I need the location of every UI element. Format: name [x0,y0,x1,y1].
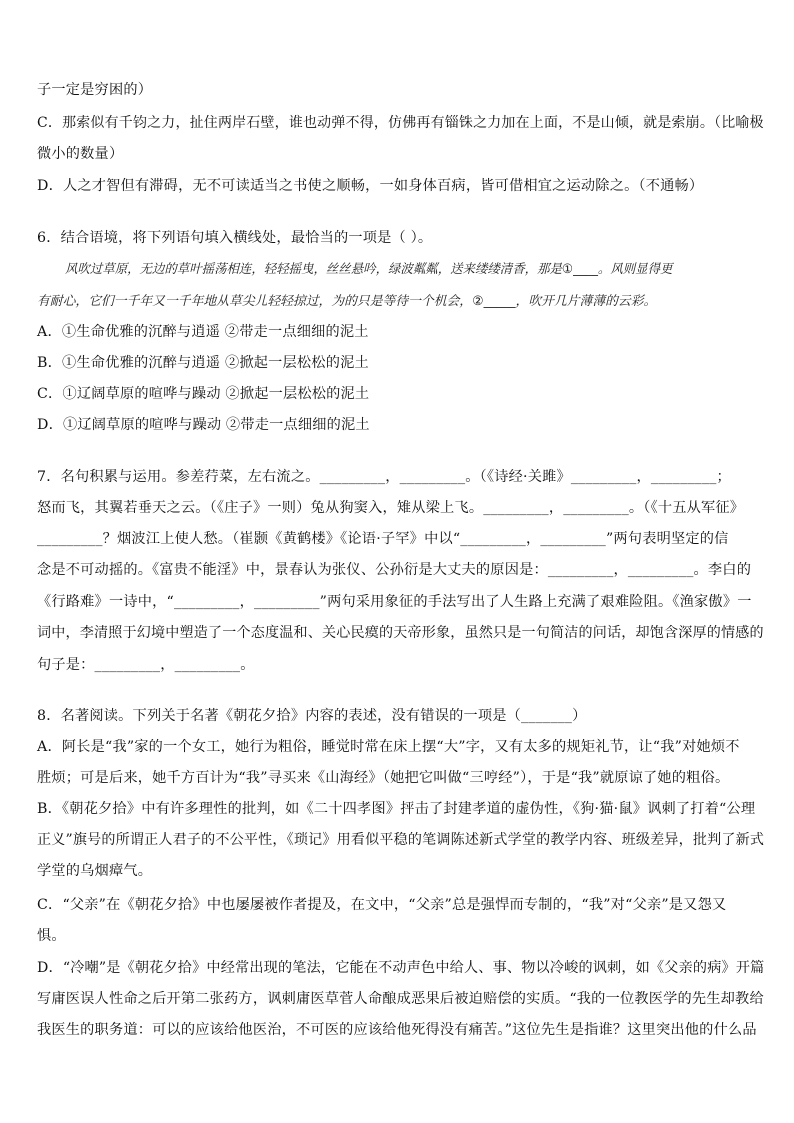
question-8-option-a-line-2: 胜烦；可是后来，她千方百计为“我”寻买来《山海经》（她把它叫做“三哼经”），于是“我”就原谅了她的粗俗。 [37,770,730,786]
question-7-line-1: 7．名句积累与运用。参差荇菜，左右流之。_________，_________。（《诗经·关雎》_________，_________； [37,469,731,485]
question-7-line-3: _________？烟波江上使人愁。（崔颢《黄鹤楼》《论语·子罕》中以“_________，_________”两句表明坚定的信 [37,531,729,547]
text-line-q5-b-end: 子一定是穷困的） [37,82,153,98]
question-7-line-6: 词中，李清照于幻境中塑造了一个态度温和、关心民瘼的天帝形象，虽然只是一句简洁的问话，却饱含深厚的情感的 [37,625,764,641]
question-8-option-d-line-3: 我医生的职务道：可以的应该给他医治，不可医的应该给他死得没有痛苦。”这位先生是指谁？这里突出他的什么品 [37,1022,757,1038]
question-6-passage-line-1: 风吹过草原，无边的草叶摇荡相连，轻轻摇曳，丝丝悬吟，绿波粼粼，送来缕缕清香，那是①____。风则显得更 [65,262,673,277]
question-8-option-a-line-1: A．阿长是“我”家的一个女工，她行为粗俗，睡觉时常在床上摆“大”字，又有太多的规矩礼节，让“我”对她烦不 [37,739,740,755]
question-8-option-c-line-2: 惧。 [37,928,66,944]
question-7-line-4: 念是不可动摇的。《富贵不能淫》中，景春认为张仪、公孙衍是大丈夫的原因是：_________，_________。李白的 [37,562,752,578]
question-8-option-c-line-1: C．“父亲”在《朝花夕拾》中也屡屡被作者提及，在文中，“父亲”总是强悍而专制的，“我”对“父亲”是又怨又 [37,897,727,913]
question-7-line-5: 《行路难》一诗中，“_________，_________”两句采用象征的手法写出了人生路上充满了艰难险阻。《渔家傲》一 [37,594,752,610]
question-8-option-b-line-1: B．《朝花夕拾》中有许多理性的批判，如《二十四孝图》抨击了封建孝道的虚伪性，《狗·猫·鼠》讽刺了打着“公理 [37,801,756,817]
question-7-line-7: 句子是：_________，_________。 [37,657,255,673]
question-6-option-c: C．①辽阔草原的喧哗与躁动 ②掀起一层松松的泥土 [37,386,370,402]
question-8-option-b-line-2: 正义”旗号的所谓正人君子的不公平性，《琐记》用看似平稳的笔调陈述新式学堂的教学内容、班级差异，批判了新式 [37,832,765,848]
question-8-stem: 8．名著阅读。下列关于名著《朝花夕拾》内容的表述，没有错误的一项是（_______） [37,708,587,724]
question-6-stem: 6．结合语境，将下列语句填入横线处，最恰当的一项是（ ）。 [37,230,433,246]
question-6-passage-line-2: 有耐心，它们一千年又一千年地从草尖儿轻轻掠过，为的只是等待一个机会，②_____，吹开几片薄薄的云彩。 [37,294,657,309]
question-8-option-d-line-2: 写庸医误人性命之后开第二张药方，讽刺庸医草菅人命酿成恶果后被迫赔偿的实质。“我的一位教医学的先生却教给 [37,991,764,1007]
question-8-option-d-line-1: D．“冷嘲”是《朝花夕拾》中经常出现的笔法，它能在不动声色中给人、事、物以冷峻的讽刺，如《父亲的病》开篇 [37,960,765,976]
text-line-q5-c-cont: 微小的数量） [37,146,124,162]
text-line-q5-c: C．那索似有千钧之力，扯住两岸石壁，谁也动弹不得，仿佛再有锱铢之力加在上面，不是山倾，就是索崩。（比喻极 [37,115,764,131]
text-line-q5-d: D．人之才智但有滞碍，无不可读适当之书使之顺畅，一如身体百病，皆可借相宜之运动除之。（不通畅） [37,178,704,194]
question-6-option-d: D．①辽阔草原的喧哗与躁动 ②带走一点细细的泥土 [37,417,370,433]
question-6-option-b: B．①生命优雅的沉醉与逍遥 ②掀起一层松松的泥土 [37,355,369,371]
question-6-option-a: A．①生命优雅的沉醉与逍遥 ②带走一点细细的泥土 [37,324,369,340]
question-7-line-2: 怒而飞，其翼若垂天之云。（《庄子》一则）兔从狗窦入，雉从梁上飞。_________，_________。（《十五从军征》 [37,500,745,516]
question-8-option-b-line-3: 学堂的乌烟瘴气。 [37,863,153,879]
